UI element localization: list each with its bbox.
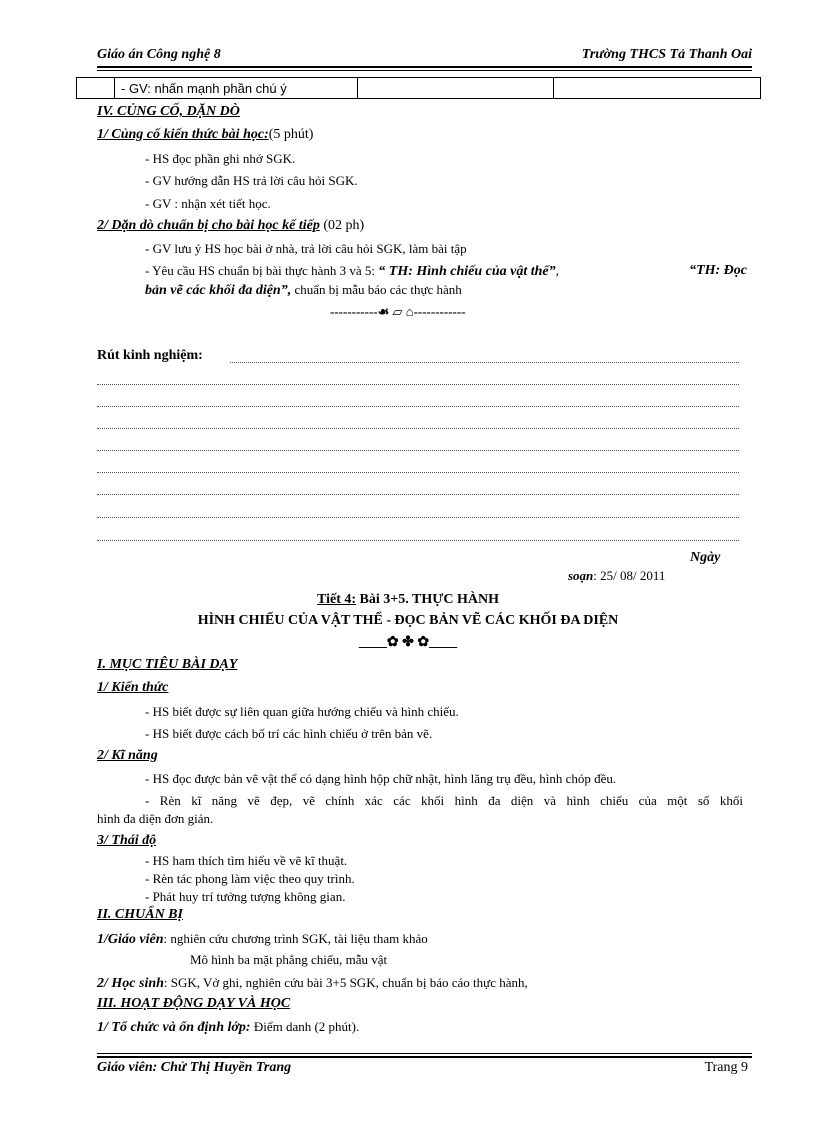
lesson-number: Tiết 4:	[317, 592, 357, 607]
activity-table	[76, 77, 761, 99]
teacher-line2: Mô hình ba mặt phẳng chiếu, mẫu vật	[190, 952, 388, 967]
student-text: : SGK, Vở ghi, nghiên cứu bài 3+5 SGK, chuẩn bị báo cáo thực hành,	[163, 975, 528, 990]
sub2-item2-mid: ,	[555, 263, 559, 278]
dotted-line	[97, 450, 739, 451]
date-line	[568, 568, 665, 584]
table-row	[77, 78, 761, 99]
review-label: Rút kinh nghiệm:	[97, 348, 203, 363]
attitude-label: 3/ Thái độ	[97, 833, 157, 848]
skill-label: 2/ Kĩ năng	[97, 748, 158, 763]
list-item-cont: hình đa diện đơn giản.	[97, 811, 214, 826]
teacher-line	[97, 931, 428, 948]
table-cell	[77, 78, 115, 99]
sub2-item2-bold1: “ TH: Hình chiếu của vật thể”	[378, 264, 556, 279]
part1-title: I. MỤC TIÊU BÀI DẠY	[97, 657, 238, 672]
list-item: - HS biết được sự liên quan giữa hướng chiếu và hình chiếu.	[145, 704, 459, 719]
sub1-label: 1/ Củng cố kiến thức bài học:	[97, 127, 269, 142]
lesson-ornament: ____✿ ✤ ✿____	[358, 635, 458, 650]
list-item: - Phát huy trí tưởng tượng không gian.	[145, 889, 346, 904]
list-item: - GV hướng dẫn HS trả lời câu hỏi SGK.	[145, 173, 358, 188]
table-cell	[554, 78, 761, 99]
sub2-item2-end: chuẩn bị mẫu báo các thực hành	[291, 282, 462, 297]
org-text: Điểm danh (2 phút).	[250, 1019, 360, 1034]
table-cell: - GV: nhấn mạnh phần chú ý	[115, 78, 358, 99]
student-line	[97, 975, 528, 992]
section4-sub2	[97, 218, 364, 234]
sub2-item2-bold2b: bản vẽ các khối đa diện”,	[145, 283, 292, 298]
teacher-label: 1/Giáo viên	[97, 932, 164, 947]
section4-title: IV. CỦNG CỐ, DẶN DÒ	[97, 104, 240, 119]
list-item: - HS ham thích tìm hiểu về vẽ kĩ thuật.	[145, 853, 348, 868]
part3-title: III. HOẠT ĐỘNG DẠY VÀ HỌC	[97, 996, 291, 1011]
dotted-line	[97, 406, 739, 407]
dotted-line	[97, 472, 739, 473]
list-item	[145, 263, 755, 280]
lesson-title2: HÌNH CHIẾU CỦA VẬT THỂ - ĐỌC BẢN VẼ CÁC KHỐI ĐA DIỆN	[197, 613, 619, 628]
date-value: : 25/ 08/ 2011	[593, 568, 666, 583]
sub1-time: (5 phút)	[268, 127, 314, 142]
dotted-line	[97, 384, 739, 385]
list-item: - Rèn tác phong làm việc theo quy trình.	[145, 871, 355, 886]
sub2-time: (02 ph)	[319, 218, 365, 233]
student-label: 2/ Học sinh	[97, 976, 164, 991]
list-item: - HS đọc phần ghi nhớ SGK.	[145, 151, 296, 166]
org-line	[97, 1019, 359, 1036]
list-item: - HS biết được cách bố trí các hình chiếu ở trên bản vẽ.	[145, 726, 433, 741]
separator: -----------☙ ▱ ⌂------------	[330, 304, 466, 319]
list-item: - GV lưu ý HS học bài ở nhà, trả lời câu hỏi SGK, làm bài tập	[145, 241, 467, 256]
section4-sub1	[97, 127, 313, 143]
teacher-text: : nghiên cứu chương trình SGK, tài liệu tham khảo	[163, 931, 428, 946]
list-item: - HS đọc được bản vẽ vật thể có dạng hình hộp chữ nhật, hình lăng trụ đều, hình chóp đều.	[145, 771, 617, 786]
footer-teacher: Giáo viên: Chử Thị Huyền Trang	[97, 1060, 292, 1075]
dotted-line	[230, 362, 739, 363]
dotted-line	[97, 517, 739, 518]
lesson-title1: Bài 3+5. THỰC HÀNH	[356, 592, 499, 607]
org-label: 1/ Tổ chức và ổn định lớp:	[97, 1020, 251, 1035]
part2-title: II. CHUẨN BỊ	[97, 907, 183, 922]
dotted-line	[97, 428, 739, 429]
sub2-item2-pre: - Yêu cầu HS chuẩn bị bài thực hành 3 và 5:	[145, 263, 379, 278]
list-item: - Rèn kĩ năng vẽ đẹp, vẽ chính xác các khối hình đa diện và hình chiếu của một số khối	[145, 793, 743, 808]
knowledge-label: 1/ Kiến thức	[97, 680, 169, 695]
sub2-label: 2/ Dặn dò chuẩn bị cho bài học kế tiếp	[97, 218, 320, 233]
dotted-line	[97, 494, 739, 495]
lesson-title-line	[0, 592, 816, 608]
header-right: Trường THCS Tả Thanh Oai	[581, 47, 752, 62]
dotted-line	[97, 540, 739, 541]
date-label: Ngày	[690, 550, 721, 565]
list-item-cont	[145, 282, 462, 299]
date-soan: soạn	[568, 568, 594, 583]
sub2-item2-bold2a: “TH: Đọc	[689, 263, 747, 278]
header-left: Giáo án Công nghệ 8	[97, 47, 221, 62]
table-cell	[358, 78, 554, 99]
footer-rule	[97, 1053, 752, 1058]
header-rule	[97, 66, 752, 71]
list-item: - GV : nhận xét tiết học.	[145, 196, 271, 211]
footer-page: Trang 9	[704, 1060, 748, 1075]
